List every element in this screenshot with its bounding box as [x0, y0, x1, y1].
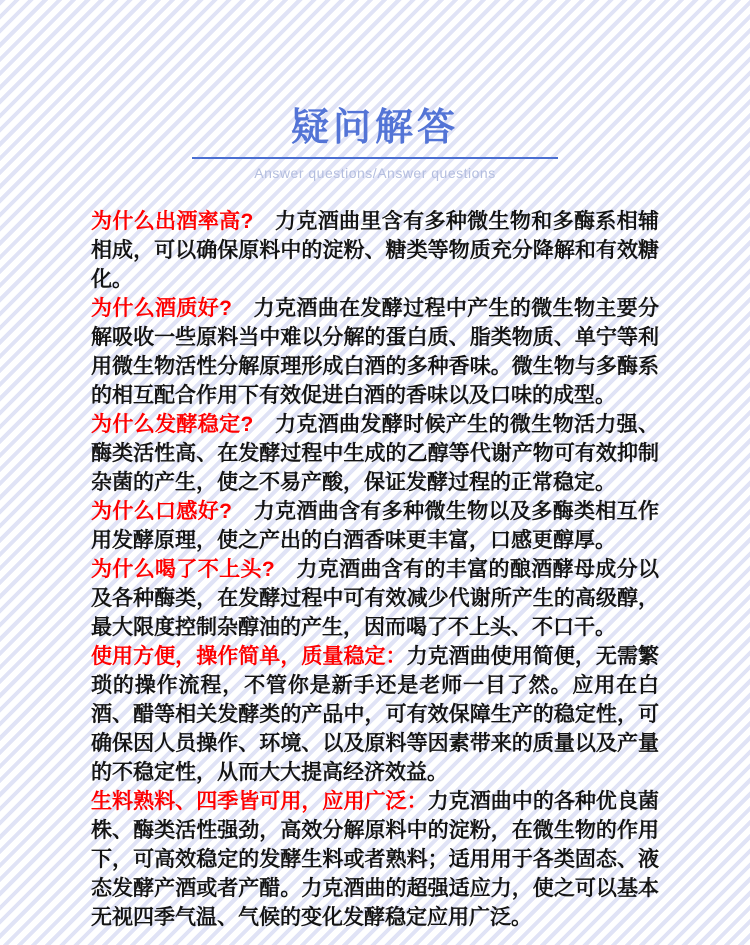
qa-content	[91, 207, 659, 932]
qa-question: 为什么口感好?	[91, 500, 232, 523]
qa-answer: 力克酒曲中的各种优良菌株、酶类活性强劲，高效分解原料中的淀粉，在微生物的作用下，可高效稳定的发酵生料或者熟料；适用用于各类固态、液态发酵产酒或者产醋。力克酒曲的超强适应力，使之可以基本无视四季气温、气候的变化发酵稳定应用广泛。	[91, 790, 660, 929]
qa-question: 为什么喝了不上头?	[91, 558, 275, 581]
qa-section	[91, 555, 659, 642]
qa-answer: 力克酒曲里含有多种微生物和多酶系相辅相成，可以确保原料中的淀粉、糖类等物质充分降解和有效糖化。	[91, 210, 659, 291]
qa-section	[91, 294, 659, 410]
qa-answer: 力克酒曲含有多种微生物以及多酶类相互作用发酵原理，使之产出的白酒香味更丰富，口感更醇厚。	[91, 500, 660, 552]
qa-section	[91, 207, 659, 294]
title-divider	[192, 157, 558, 159]
qa-question: 生料熟料、四季皆可用，应用广泛：	[91, 790, 428, 813]
qa-section	[91, 497, 659, 555]
page-subtitle: Answer questions/Answer questions	[254, 165, 496, 181]
qa-section	[91, 787, 659, 932]
qa-section	[91, 642, 659, 787]
qa-answer: 力克酒曲在发酵过程中产生的微生物主要分解吸收一些原料当中难以分解的蛋白质、脂类物质、单宁等利用微生物活性分解原理形成白酒的多种香味。微生物与多酶系的相互配合作用下有效促进白酒的香味以及口味的成型。	[91, 297, 660, 407]
qa-question: 为什么发酵稳定?	[91, 413, 254, 436]
qa-section	[91, 410, 659, 497]
qa-answer: 力克酒曲发酵时候产生的微生物活力强、酶类活性高、在发酵过程中生成的乙醇等代谢产物可有效抑制杂菌的产生，使之不易产酸，保证发酵过程的正常稳定。	[91, 413, 659, 494]
page-title: 疑问解答	[290, 107, 459, 149]
qa-question: 为什么酒质好?	[91, 297, 232, 320]
qa-answer: 力克酒曲使用简便，无需繁琐的操作流程，不管你是新手还是老师一目了然。应用在白酒、醋等相关发酵类的产品中，可有效保障生产的稳定性，可确保因人员操作、环境、以及原料等因素带来的质量以及产量的不稳定性，从而大大提高经济效益。	[91, 645, 660, 784]
qa-question: 为什么出酒率高?	[91, 210, 254, 233]
page-header	[0, 106, 750, 182]
qa-answer: 力克酒曲含有的丰富的酿酒酵母成分以及各种酶类，在发酵过程中可有效减少代谢所产生的高级醇，最大限度控制杂醇油的产生，因而喝了不上头、不口干。	[91, 558, 660, 639]
qa-question: 使用方便，操作简单，质量稳定：	[91, 645, 407, 668]
